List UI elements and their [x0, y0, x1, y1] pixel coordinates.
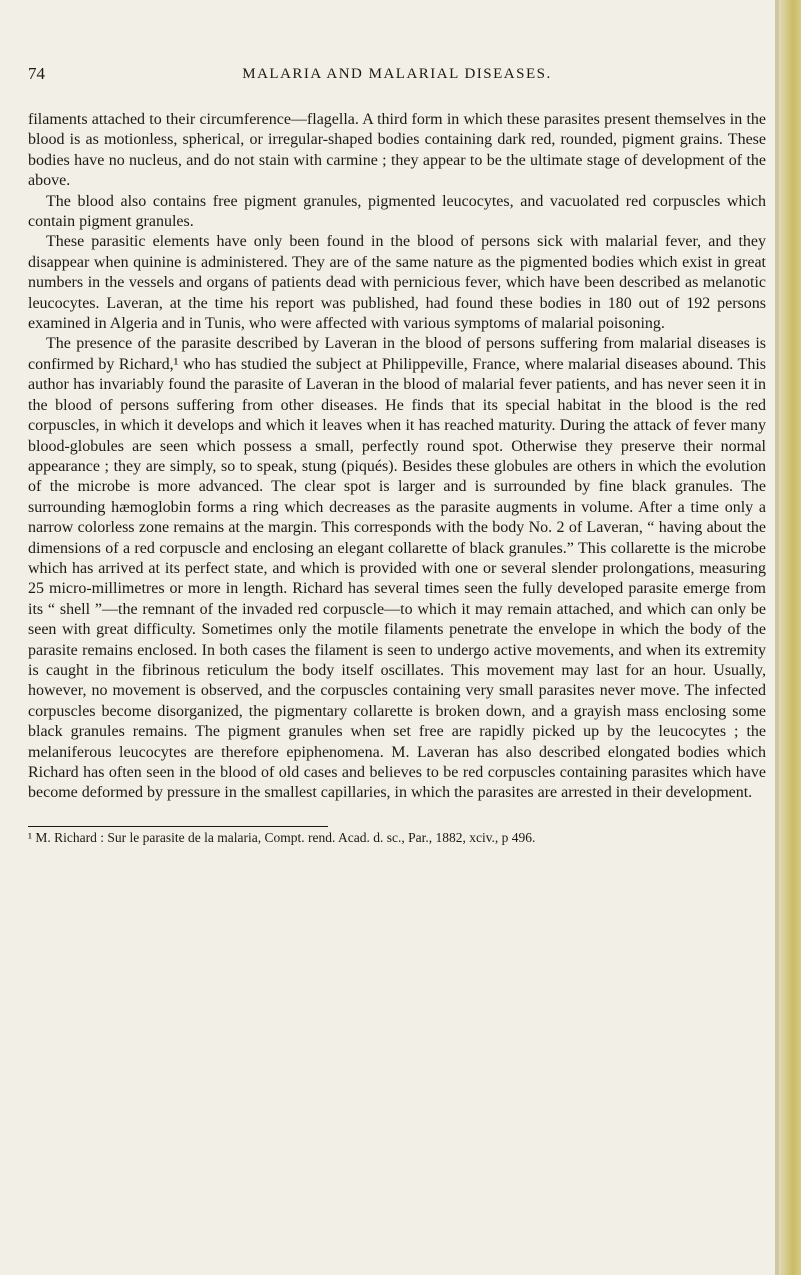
page-header	[28, 64, 766, 90]
book-page	[28, 64, 766, 847]
page-number: 74	[28, 64, 45, 83]
running-title: MALARIA AND MALARIAL DISEASES.	[242, 66, 552, 82]
paragraph-continued: filaments attached to their circumference—flagella. A third form in which these parasites present themselves in the blood is as motionless, spherical, or irregular-shaped bodies containing dark red, rounded, pigment grains. These bodies have no nucleus, and do not stain with carmine ; they appear to be the ultimate stage of development of the above.	[28, 111, 766, 190]
paragraph-blood-contents: The blood also contains free pigment granules, pigmented leucocytes, and vacuolated red corpuscles which contain pigment granules.	[28, 192, 766, 231]
paragraph-richard-findings: The presence of the parasite described by Laveran in the blood of persons suffering from malarial diseases is confirmed by Richard,¹ who has studied the subject at Philippeville, France, where malarial diseases abound. This author has invariably found the parasite of Laveran in the blood of malarial fever patients, and has never seen it in the blood of persons suffering from other diseases. He finds that its special habitat in the blood is the red corpuscles, in which it develops and which it leaves when it has reached maturity. During the attack of fever many blood-globules are seen which possess a small, perfectly round spot. Otherwise they preserve their normal appearance ; they are simply, so to speak, stung (piqués). Besides these globules are others in which the evolution of the microbe is more advanced. The clear spot is larger and is surrounded by fine black granules. The surrounding hæmoglobin forms a ring which decreases as the parasite augments in volume. After a time only a narrow colorless zone remains at the margin. This corresponds with the body No. 2 of Laveran, “ having about the dimensions of a red corpuscle and enclosing an elegant collarette of black granules.” This collarette is the microbe which has arrived at its perfect state, and which is provided with one or several slender prolongations, measuring 25 micro-millimetres or more in length. Richard has several times seen the fully developed parasite emerge from its “ shell ”—the remnant of the invaded red corpuscle—to which it may remain attached, and which can only be seen with great difficulty. Sometimes only the motile filaments penetrate the envelope in which the body of the parasite remains enclosed. In both cases the filament is seen to undergo active movements, and when its extremity is caught in the fibrinous reticulum the body itself oscillates. This movement may last for an hour. Usually, however, no movement is observed, and the corpuscles containing very small parasites never move. The infected corpuscles become disorganized, the pigmentary collarette is broken down, and a grayish mass enclosing some black granules remains. The pigment granules when set free are rapidly picked up by the leucocytes ; the melaniferous leucocytes are therefore epiphenomena. M. Laveran has also described elongated bodies which Richard has often seen in the blood of old cases and believes to be red corpuscles containing parasites which have become deformed by pressure in the smallest capillaries, in which the parasites are arrested in their development.	[28, 335, 766, 802]
footnote: ¹ M. Richard : Sur le parasite de la malaria, Compt. rend. Acad. d. sc., Par., 1882, xciv., p 496.	[28, 829, 536, 845]
page-edge	[775, 0, 801, 1275]
body-text	[28, 110, 766, 804]
paragraph-parasitic-elements: These parasitic elements have only been found in the blood of persons sick with malarial fever, and they disappear when quinine is administered. They are of the same nature as the pigmented bodies which exist in great numbers in the vessels and organs of patients dead with pernicious fever, which have been described as melanotic leucocytes. Laveran, at the time his report was published, had found these bodies in 180 out of 192 persons examined in Algeria and in Tunis, who were affected with various symptoms of malarial poisoning.	[28, 233, 766, 333]
footnote-divider	[28, 826, 328, 827]
